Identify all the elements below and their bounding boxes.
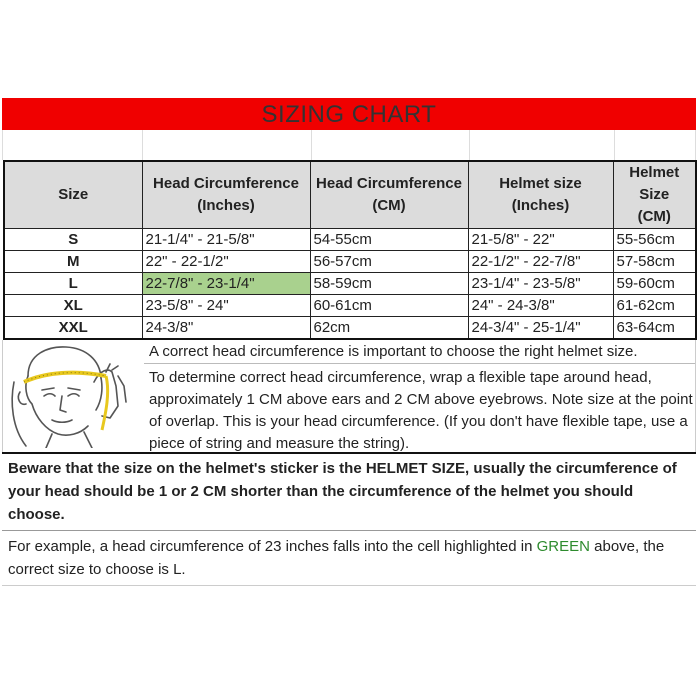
head-cm-cell: 54-55cm [310, 229, 468, 251]
header-line: Head Circumference [153, 175, 299, 192]
header-line: (CM) [372, 197, 406, 214]
head-cm-cell: 60-61cm [310, 295, 468, 317]
instruction-divider [144, 363, 695, 364]
blank-cell [3, 130, 143, 160]
head-cm-cell: 56-57cm [310, 251, 468, 273]
header-line: Head Circumference [316, 175, 462, 192]
head-measuring-illustration-icon [6, 342, 139, 448]
header-line: Size [58, 186, 89, 203]
header-helmet-size-cm [613, 161, 696, 229]
size-table [3, 160, 697, 340]
head-cm-cell: 62cm [310, 317, 468, 340]
helmet-cm-cell: 57-58cm [613, 251, 696, 273]
table-row [4, 295, 696, 317]
head-inches-cell: 24-3/8" [142, 317, 310, 340]
blank-cell [312, 130, 471, 160]
example-green-word: GREEN [536, 538, 590, 555]
helmet-size-warning: Beware that the size on the helmet's sticker is the HELMET SIZE, usually the circumference of your head should be 1 or 2 CM shorter than the circumference of the helmet you should choose. [2, 452, 696, 531]
table-row [4, 251, 696, 273]
size-cell: XXL [4, 317, 142, 340]
header-helmet-size-inches [468, 161, 613, 229]
blank-cell [615, 130, 696, 160]
size-cell: S [4, 229, 142, 251]
helmet-cm-cell: 61-62cm [613, 295, 696, 317]
helmet-inches-cell: 24-3/4" - 25-1/4" [468, 317, 613, 340]
helmet-cm-cell: 55-56cm [613, 229, 696, 251]
sizing-chart-sheet [2, 98, 696, 586]
size-cell: M [4, 251, 142, 273]
instruction-body: To determine correct head circumference, wrap a flexible tape around head, approximately 1 CM above ears and 2 CM above eyebrows. Note size at the point of overlap. This is your head circumference. (If you don't have flexible tape, use a piece of string and measure the string). [149, 369, 693, 452]
example-text-before: For example, a head circumference of 23 inches falls into the cell highlighted in [8, 538, 537, 555]
table-row [4, 273, 696, 295]
header-line: (Inches) [197, 197, 255, 214]
header-size [4, 161, 142, 229]
helmet-inches-cell: 22-1/2" - 22-7/8" [468, 251, 613, 273]
blank-cell [143, 130, 312, 160]
header-line: (Inches) [511, 197, 570, 214]
header-line: Helmet [629, 164, 680, 181]
size-table-header-row [4, 161, 696, 229]
head-cm-cell: 58-59cm [310, 273, 468, 295]
sizing-chart-title: SIZING CHART [2, 98, 696, 130]
header-line: (CM) [637, 208, 671, 225]
helmet-inches-cell: 23-1/4" - 23-5/8" [468, 273, 613, 295]
helmet-inches-cell: 21-5/8" - 22" [468, 229, 613, 251]
table-row [4, 229, 696, 251]
head-inches-cell: 21-1/4" - 21-5/8" [142, 229, 310, 251]
example-note [2, 531, 696, 586]
helmet-cm-cell: 63-64cm [613, 317, 696, 340]
example-text-after: above, the correct size to choose is L. [8, 538, 665, 578]
table-row [4, 317, 696, 340]
blank-cell [470, 130, 615, 160]
blank-spacer-row [2, 130, 696, 160]
header-head-circumference-inches [142, 161, 310, 229]
size-cell: XL [4, 295, 142, 317]
head-inches-cell-highlighted: 22-7/8" - 23-1/4" [142, 273, 310, 295]
instruction-intro: A correct head circumference is important to choose the right helmet size. [149, 343, 638, 360]
head-inches-cell: 23-5/8" - 24" [142, 295, 310, 317]
head-inches-cell: 22" - 22-1/2" [142, 251, 310, 273]
header-line: Helmet size [499, 175, 582, 192]
header-line: Size [639, 186, 670, 203]
helmet-cm-cell: 59-60cm [613, 273, 696, 295]
helmet-inches-cell: 24" - 24-3/8" [468, 295, 613, 317]
header-head-circumference-cm [310, 161, 468, 229]
measurement-instructions [2, 340, 696, 452]
size-cell: L [4, 273, 142, 295]
